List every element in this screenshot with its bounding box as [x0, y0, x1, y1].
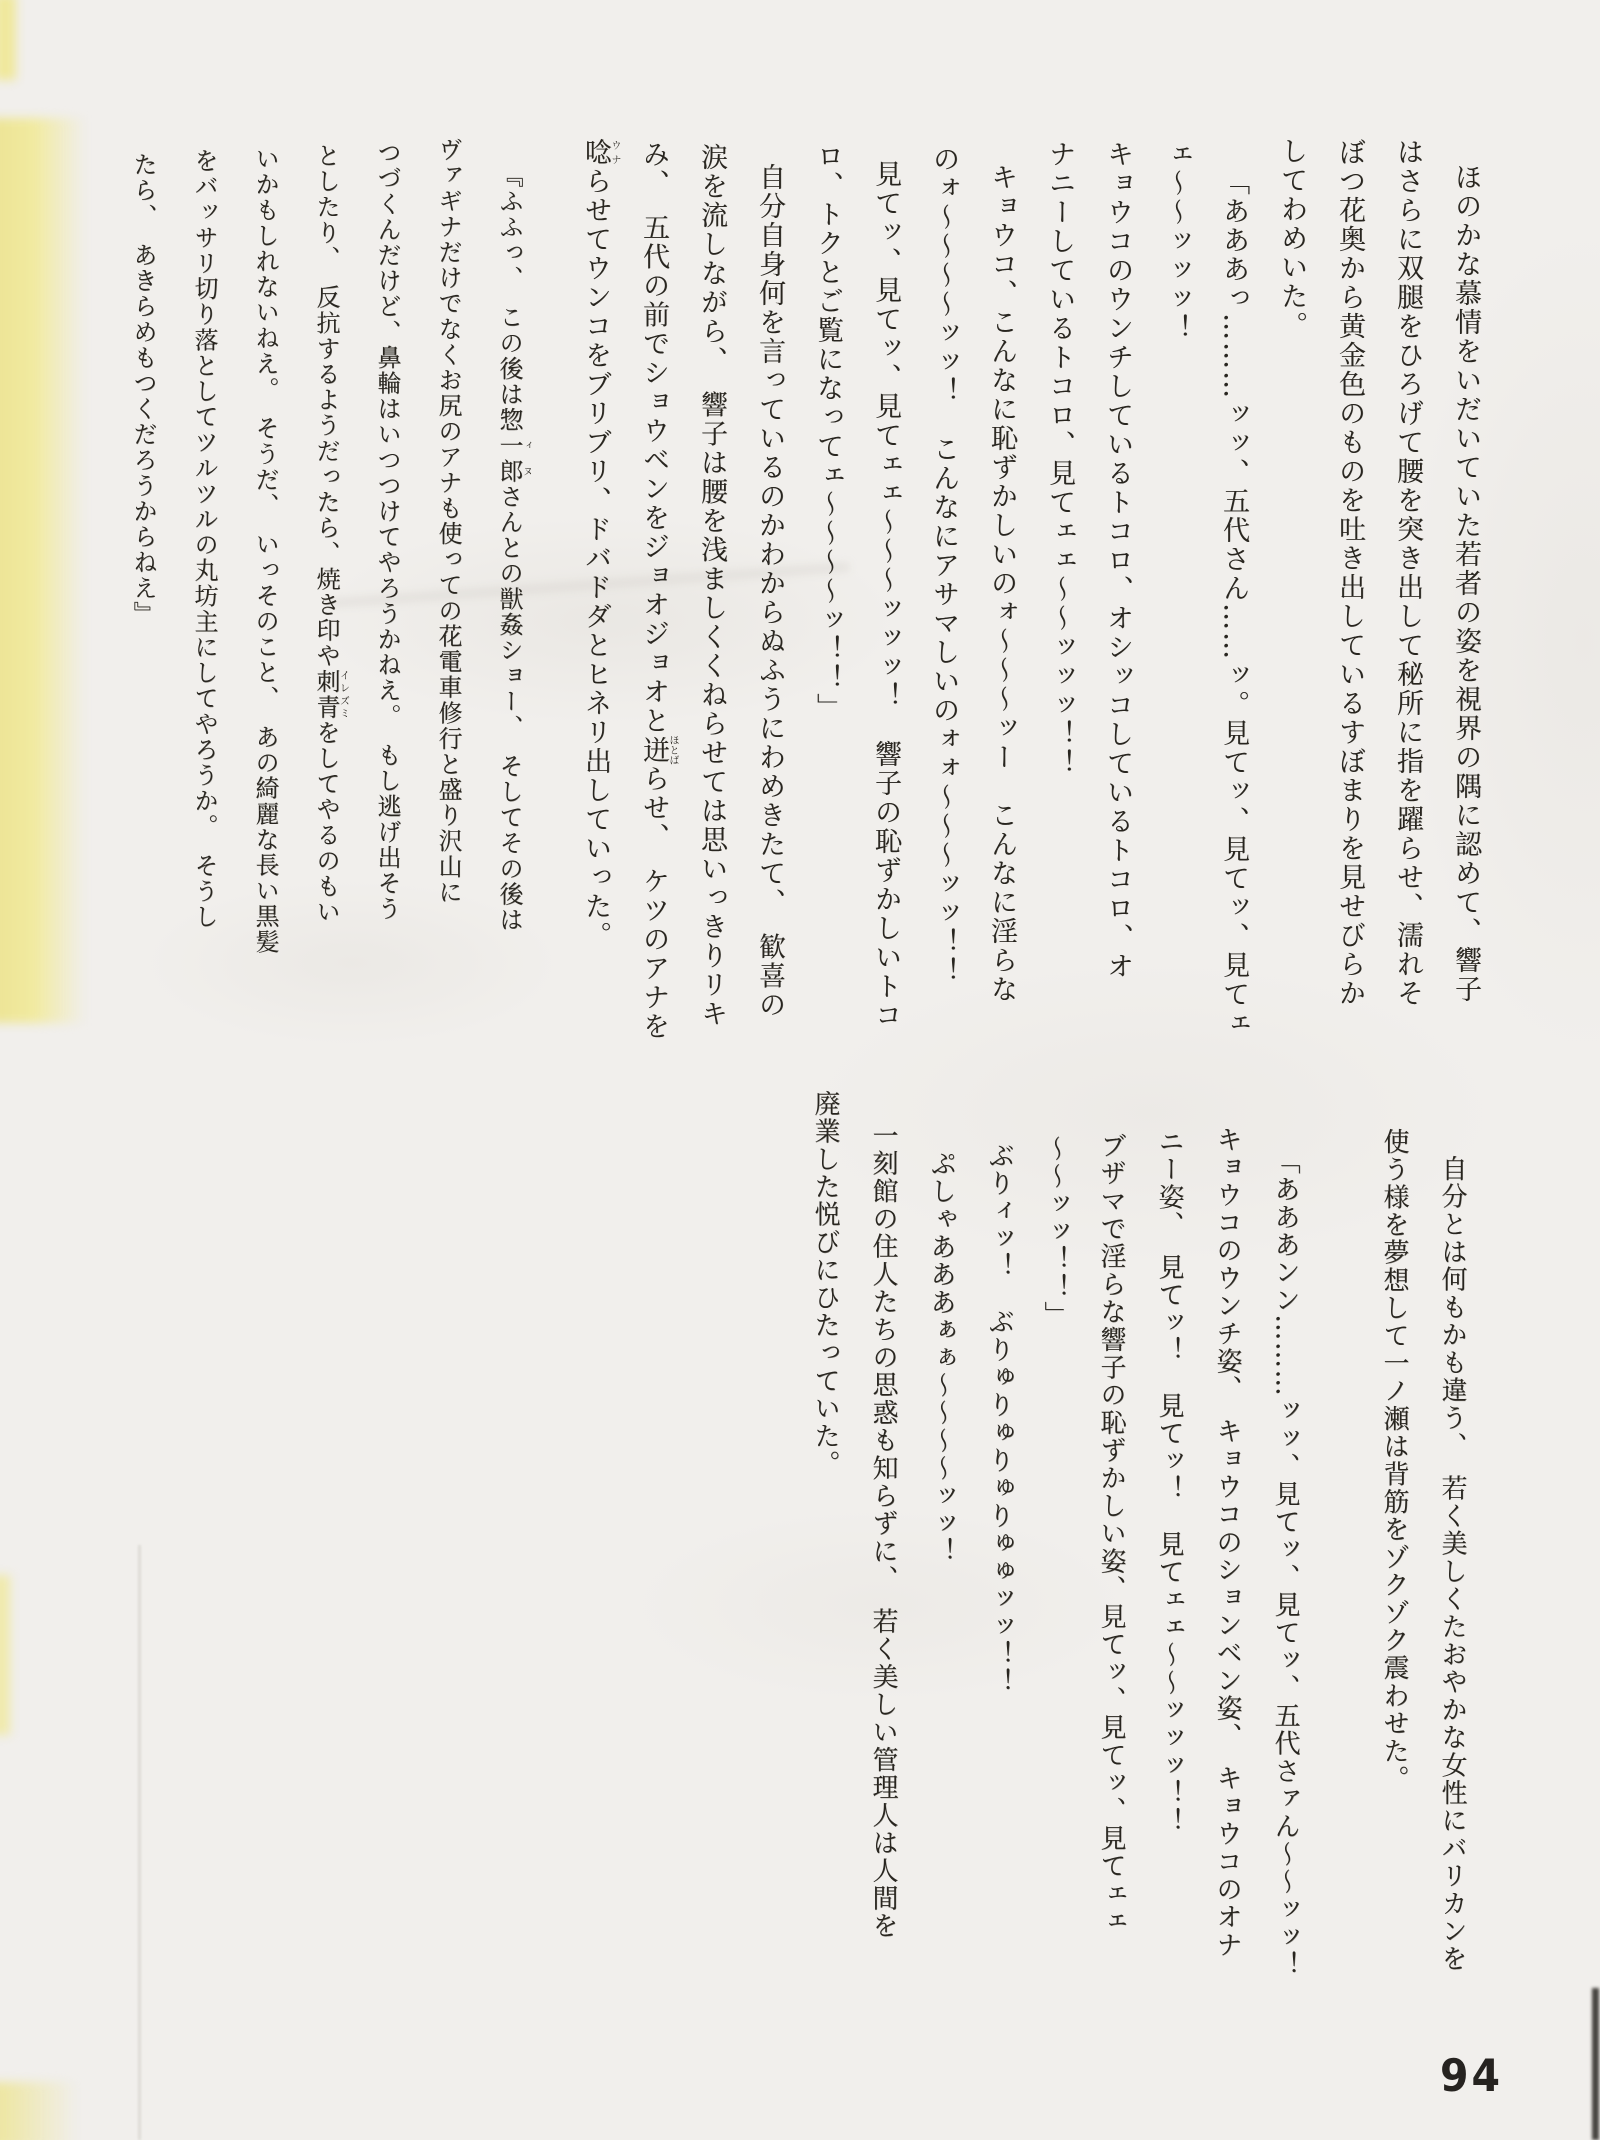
text-column: 「あああっ………ッッ、五代さん……ッ。見てッ、見てッ、見てェ — [1218, 168, 1249, 1038]
ruby-annotated-word: 一郎ィヌ — [495, 432, 532, 484]
text-column: 『ふふっ、 この後は惣一郎ィヌさんとの獣姦ショー、 そしてその後は — [495, 163, 532, 933]
text-column: ブザマで淫らな響子の恥ずかしい姿、見てッ、見てッ、見てェェ — [1096, 1132, 1126, 1936]
text-column: 使う様を夢想して一ノ瀬は背筋をゾクゾク震わせた。 — [1379, 1128, 1409, 1793]
text-column: としたり、 反抗するようだったら、焼き印や刺青イレズミをしてやるのもい — [312, 143, 349, 925]
text-column: ほのかな慕情をいだいていた若者の姿を視界の隅に認めて、響子 — [1450, 163, 1481, 1004]
text-column: 唸ウナらせてウンコをブリブリ、ドバドダとヒネリ出していった。 — [580, 138, 620, 950]
text-column: 〜〜ッッ！！」 — [1040, 1135, 1070, 1329]
text-column: はさらに双腿をひろげて腰を突き出して秘所に指を躍らせ、濡れそ — [1392, 138, 1423, 1008]
text-column: 自分とは何もかも違う、 若く美しくたおやかな女性にバリカンを — [1437, 1155, 1467, 1973]
text-column: ニー姿、 見てッ！ 見てッ！ 見てェェ〜〜ッッッ！！ — [1154, 1128, 1184, 1836]
text-column: をバッサリ切り落としてツルツルの丸坊主にしてやろうか。 そうし — [190, 148, 218, 930]
text-column: ぼつ花奥から黄金色のものを吐き出しているすぼまりを見せびらか — [1334, 138, 1365, 1008]
ruby-annotated-word: 唸ウナ — [580, 138, 620, 167]
text-column: ぷしゃあああぁぁ〜〜〜〜ッッ！ — [926, 1150, 956, 1566]
furigana: ィヌ — [520, 432, 532, 484]
text-column: ヴァギナだけでなくお尻のアナも使っての花電車修行と盛り沢山に — [434, 137, 462, 905]
scan-edge-shadow — [1592, 1988, 1599, 2140]
scan-backing-topleft-corner — [0, 0, 16, 80]
text-column: 一刻館の住人たちの思惑も知らずに、 若く美しい管理人は人間を — [868, 1122, 898, 1940]
text-column: いかもしれないねえ。 そうだ、 いっそのこと、 あの綺麗な長い黒髪 — [251, 146, 279, 955]
text-column: のォ〜〜〜〜ッッ！ こんなにアサマしいのォォ〜〜〜ッッ！！ — [928, 145, 959, 986]
text-column: ナニーしているトコロ、見てェェ〜〜ッッッ！！ — [1044, 140, 1075, 778]
scan-backing-left-lower — [0, 1575, 10, 1735]
text-column: ロ、トクとご覧になってェ〜〜〜〜ッ！！」 — [812, 142, 843, 722]
furigana: イレズミ — [337, 668, 349, 720]
text-column: 涙を流しながら、 響子は腰を浅ましくくねらせては思いっきりリキ — [696, 143, 727, 1029]
furigana: ほとば — [667, 735, 678, 765]
ruby-annotated-word: 迸ほとば — [638, 735, 678, 765]
scan-backing-left-edge — [0, 118, 86, 1023]
paper-crease-vertical — [138, 1545, 141, 2140]
furigana: ウナ — [609, 138, 620, 167]
text-column: ぶりィッ！ ぶりゅりゅりゅりゅゅッッ！！ — [984, 1142, 1014, 1696]
text-column: キョウコのウンチしているトコロ、オシッコしているトコロ、オ — [1102, 140, 1133, 981]
text-column: 廃業した悦びにひたっていた。 — [810, 1090, 840, 1478]
text-column: ェ〜〜ッッッ！ — [1160, 140, 1191, 343]
text-column: 「あああンン………ッッ、見てッ、見てッ、五代さァん〜〜ッッ！ — [1270, 1148, 1300, 1979]
text-column: 見てッ、見てッ、見てェェ〜〜〜ッッッ！ 響子の恥ずかしいトコ — [870, 160, 901, 1030]
ruby-annotated-word: 刺青イレズミ — [312, 668, 349, 720]
text-column: たら、 あきらめもつくだろうからねえ』 — [129, 152, 157, 627]
page-number: 94 — [1440, 2050, 1504, 2102]
text-column: キョウコのウンチ姿、 キョウコのションベン姿、 キョウコのオナ — [1212, 1126, 1242, 1959]
text-column: してわめいた。 — [1276, 137, 1307, 340]
text-column: つづくんだけど、鼻輪はいつつけてやろうかねえ。 もし逃げ出そう — [373, 140, 401, 922]
text-column: み、 五代の前でショウベンをジョオジョオと迸ほとばらせ、 ケツのアナを — [638, 140, 678, 1041]
text-column: キョウコ、こんなに恥ずかしいのォ〜〜〜ッー こんなに淫らな — [986, 163, 1017, 1004]
scan-backing-bottomleft-corner — [0, 2082, 78, 2140]
text-column: 自分自身何を言っているのかわからぬふうにわめきたて、 歓喜の — [754, 163, 785, 1020]
